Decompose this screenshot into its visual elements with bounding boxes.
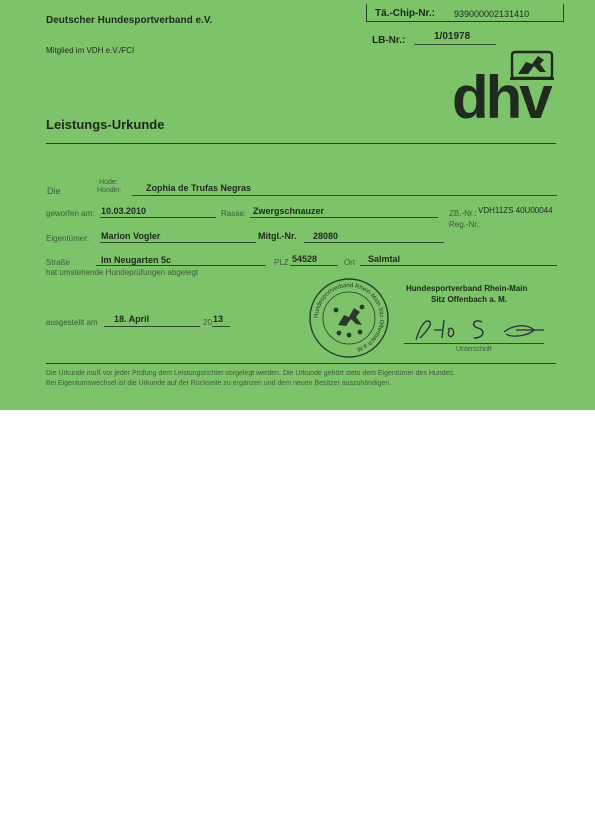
lb-number: 1/01978 [434,31,471,42]
lb-underline [414,44,496,45]
member-number-value: 28080 [313,231,339,241]
street-value: Im Neugarten 5c [101,255,172,265]
year-suffix: 13 [213,314,224,324]
chip-label: Tä.-Chip-Nr.: [375,8,435,19]
owner-value: Marion Vogler [101,231,161,241]
year-line [212,326,230,327]
breed-label: Rasse: [221,209,246,218]
lb-label: LB-Nr.: [372,35,406,46]
city-label: Ort [344,258,356,267]
issued-date-value: 18. April [114,314,150,324]
member-label: Mitgl.-Nr. [258,231,297,241]
die-label: Die [47,186,61,196]
plz-line [290,265,338,266]
footer-rule [46,363,556,364]
signature-line [404,343,544,344]
certificate-card [0,0,595,410]
seal-text: Hundesportverband Rhein-Main Sitz Offenbach a.M. [313,282,385,353]
street-line [96,265,266,266]
born-label: geworfen am: [46,209,95,218]
issued-date-line [104,326,200,327]
chip-number: 939000002131410 [454,9,530,19]
seal-stamp-icon [308,277,390,359]
page-title: Leistungs-Urkunde [46,117,165,132]
issuer-org-line1: Hundesportverband Rhein-Main [406,284,528,293]
association-name: Deutscher Hundesportverband e.V. [46,15,213,26]
tests-statement: hat umstehende Hundeprüfungen abgelegt [46,268,199,277]
logo-text: dhv [452,64,550,131]
born-date-value: 10.03.2010 [101,206,147,216]
signature-label: Unterschrift [456,346,492,353]
breed-line [250,217,438,218]
handwritten-signature-icon [404,312,554,344]
owner-label: Eigentümer: [46,234,90,243]
born-date-line [100,217,216,218]
official-seal [308,277,390,359]
footer-line-1: Die Urkunde muß vor jeder Prüfung dem Leistungsrichter vorgelegt werden. Die Urkunde gehört stets dem Eigentümer des Hundes. [46,370,455,377]
issued-label: ausgestellt am [46,318,98,327]
city-line [360,265,557,266]
issuer-org-line2: Sitz Offenbach a. M. [431,295,508,304]
membership-line: Mitglied im VDH e.V./FCI [46,46,135,55]
city-value: Salmtal [368,254,401,264]
title-rule [46,143,556,144]
breed-value: Zwergschnauzer [253,206,325,216]
hoendin-label-top: Hüde: [99,179,118,186]
owner-line [100,242,256,243]
year-prefix: 20 [203,318,212,327]
dog-name-value: Zophia de Trufas Negras [146,183,252,193]
street-label: Straße [46,258,71,267]
plz-value: 54528 [292,254,318,264]
reg-label: Reg.-Nr.: [449,220,482,229]
zb-number-value: VDH11ZS 40U00044 [478,206,553,215]
plz-label: PLZ [274,258,289,267]
hoendin-label-bottom: Hündin: [97,187,122,194]
footer-line-2: Bei Eigentumswechsel ist die Urkunde auf der Rückseite zu ergänzen und dem neuen Besitzer auszuhändigen. [46,380,392,387]
member-line [304,242,444,243]
dhv-logo [452,50,560,130]
dog-name-line [132,195,557,196]
zb-label: ZB.-Nr.: [449,209,477,218]
